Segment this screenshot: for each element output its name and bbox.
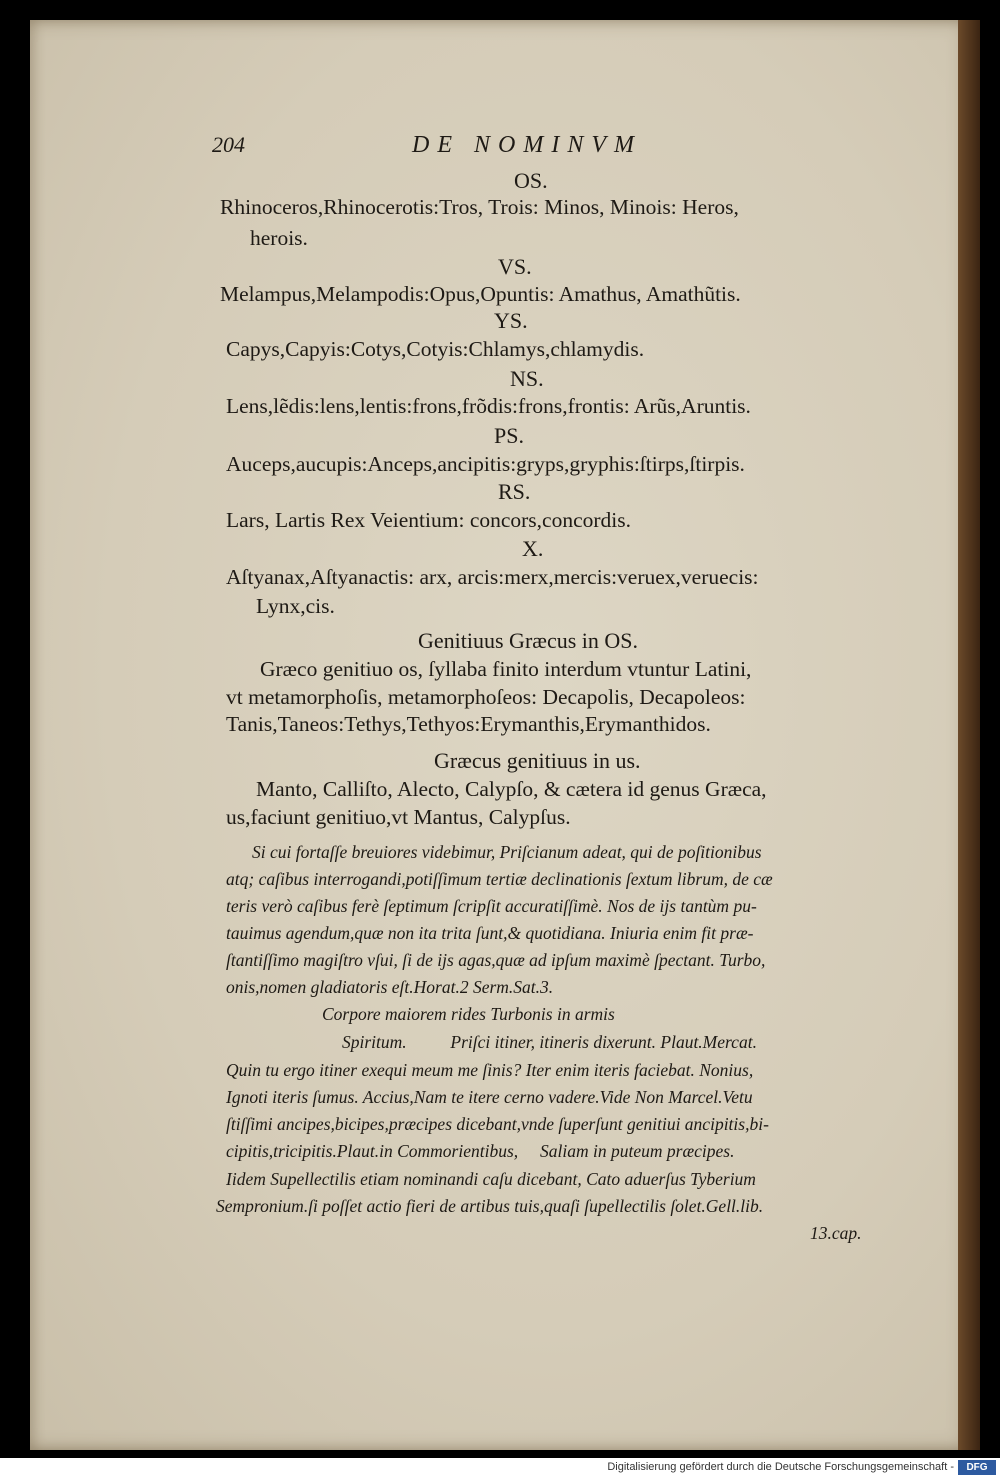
note-line: Quin tu ergo itiner exequi meum me ſinis? Iter enim iteris faciebat. Nonius, (226, 1060, 754, 1080)
note-line: Iidem Supellectilis etiam nominandi caſu dicebant, Cato aduerſus Tyberium (226, 1169, 756, 1189)
text-line: Lars, Lartis Rex Veientium: concors,concordis. (226, 508, 632, 532)
section-heading: PS. (494, 423, 524, 448)
section-heading: OS. (514, 168, 548, 193)
note-line: Ignoti iteris ſumus. Accius,Nam te itere cerno vadere.Vide Non Marcel.Vetu (226, 1087, 753, 1107)
page-number: 204 (212, 132, 245, 157)
text-line: Manto, Calliſto, Alecto, Calypſo, & cætera id genus Græca, (256, 777, 767, 801)
note-line: atq; caſibus interrogandi,potiſſimum tertiæ declinationis ſextum librum, de cæ (226, 869, 773, 889)
digitization-footer (0, 1458, 1000, 1478)
note-line: Corpore maiorem rides Turbonis in armis (322, 1004, 615, 1024)
note-line: cipitis,tricipitis.Plaut.in Commorientibus, Saliam in puteum præcipes. (226, 1141, 735, 1161)
section-heading: YS. (494, 308, 528, 333)
running-title: DE NOMINVM (412, 132, 642, 158)
text-line: Melampus,Melampodis:Opus,Opuntis: Amathus, Amathũtis. (220, 282, 741, 306)
running-head (212, 132, 772, 166)
page-content (30, 20, 980, 1450)
section-heading: RS. (498, 479, 531, 504)
note-line: tauimus agendum,quæ non ita trita ſunt,& quotidiana. Iniuria enim fit præ- (226, 923, 754, 943)
note-line: Si cui fortaſſe breuiores videbimur, Priſcianum adeat, qui de poſitionibus (252, 842, 762, 862)
text-line: Tanis,Taneos:Tethys,Tethyos:Erymanthis,Erymanthidos. (226, 712, 711, 736)
note-line: ſtantiſſimo magiſtro vſui, ſi de ijs agas,quæ ad ipſum maximè ſpectant. Turbo, (226, 950, 766, 970)
note-line: 13.cap. (810, 1223, 862, 1243)
text-line: herois. (250, 226, 308, 250)
dfg-logo-icon: DFG (958, 1460, 996, 1475)
funding-notice: Digitalisierung gefördert durch die Deutsche Forschungsgemeinschaft - (607, 1461, 954, 1473)
book-page (30, 20, 980, 1450)
subheading-genitive-os: Genitiuus Græcus in OS. (418, 628, 638, 653)
section-heading: VS. (498, 254, 532, 279)
text-line: Græco genitiuo os, ſyllaba finito interdum vtuntur Latini, (260, 657, 752, 681)
text-line: Lynx,cis. (256, 594, 335, 618)
text-line: Aſtyanax,Aſtyanactis: arx, arcis:merx,mercis:veruex,veruecis: (226, 565, 759, 589)
text-line: us,faciunt genitiuo,vt Mantus, Calypſus. (226, 805, 571, 829)
section-heading: X. (522, 536, 544, 561)
note-line: ſtiſſimi ancipes,bicipes,præcipes dicebant,vnde ſuperſunt genitiui ancipitis,bi- (226, 1114, 769, 1134)
text-line: Auceps,aucupis:Anceps,ancipitis:gryps,gryphis:ſtirps,ſtirpis. (226, 452, 745, 476)
note-line: onis,nomen gladiatoris eſt.Horat.2 Serm.Sat.3. (226, 977, 554, 997)
note-line: Sempronium.ſi poſſet actio fieri de artibus tuis,quaſi ſupellectilis ſolet.Gell.lib. (216, 1196, 764, 1216)
section-heading: NS. (510, 366, 544, 391)
note-line: teris verò caſibus ferè ſeptimum ſcripſit accuratiſſimè. Nos de ijs tantùm pu- (226, 896, 757, 916)
text-line: Lens,lẽdis:lens,lentis:frons,frõdis:frons,frontis: Arũs,Aruntis. (226, 394, 751, 418)
note-line: Spiritum. Priſci itiner, itineris dixerunt. Plaut.Mercat. (342, 1032, 757, 1052)
text-line: Rhinoceros,Rhinocerotis:Tros, Trois: Minos, Minois: Heros, (220, 195, 739, 219)
text-line: vt metamorphoſis, metamorphoſeos: Decapolis, Decapoleos: (226, 685, 746, 709)
text-line: Capys,Capyis:Cotys,Cotyis:Chlamys,chlamydis. (226, 337, 645, 361)
subheading-genitive-us: Græcus genitiuus in us. (434, 748, 641, 773)
